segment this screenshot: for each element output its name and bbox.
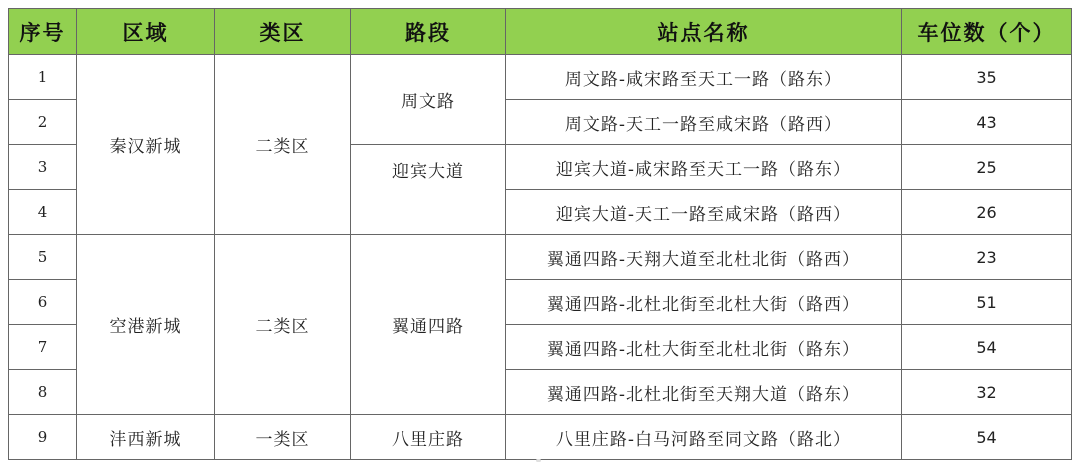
spaces-cell: 26 [902, 190, 1072, 235]
zone-cell: 二类区 [215, 235, 351, 415]
header-area: 区域 [77, 9, 215, 55]
row-number: 4 [9, 190, 77, 235]
spaces-cell: 35 [902, 55, 1072, 100]
station-cell: 迎宾大道-天工一路至咸宋路（路西） [506, 190, 902, 235]
header-spaces: 车位数（个） [902, 9, 1072, 55]
spaces-cell: 32 [902, 370, 1072, 415]
header-road: 路段 [351, 9, 506, 55]
row-number: 6 [9, 280, 77, 325]
road-cell: 迎宾大道 [351, 145, 506, 235]
header-row [9, 9, 1072, 55]
station-cell: 迎宾大道-咸宋路至天工一路（路东） [506, 145, 902, 190]
spaces-cell: 54 [902, 415, 1072, 460]
station-cell: 周文路-咸宋路至天工一路（路东） [506, 55, 902, 100]
table-row [9, 235, 1072, 280]
spaces-cell: 23 [902, 235, 1072, 280]
row-number: 5 [9, 235, 77, 280]
area-cell: 空港新城 [77, 235, 215, 415]
spaces-cell: 51 [902, 280, 1072, 325]
station-cell: 翼通四路-天翔大道至北杜北街（路西） [506, 235, 902, 280]
header-no: 序号 [9, 9, 77, 55]
road-cell: 八里庄路 [351, 415, 506, 460]
area-cell: 沣西新城 [77, 415, 215, 460]
header-zone: 类区 [215, 9, 351, 55]
parking-table [8, 8, 1072, 460]
scan-mark [536, 459, 541, 462]
road-cell: 周文路 [351, 55, 506, 145]
station-cell: 八里庄路-白马河路至同文路（路北） [506, 415, 902, 460]
row-number: 3 [9, 145, 77, 190]
station-cell: 翼通四路-北杜大街至北杜北街（路东） [506, 325, 902, 370]
spaces-cell: 43 [902, 100, 1072, 145]
station-cell: 周文路-天工一路至咸宋路（路西） [506, 100, 902, 145]
row-number: 2 [9, 100, 77, 145]
spaces-cell: 54 [902, 325, 1072, 370]
station-cell: 翼通四路-北杜北街至天翔大道（路东） [506, 370, 902, 415]
area-cell: 秦汉新城 [77, 55, 215, 235]
road-cell: 翼通四路 [351, 235, 506, 415]
row-number: 7 [9, 325, 77, 370]
table-row [9, 55, 1072, 100]
header-station: 站点名称 [506, 9, 902, 55]
station-cell: 翼通四路-北杜北街至北杜大街（路西） [506, 280, 902, 325]
row-number: 8 [9, 370, 77, 415]
zone-cell: 二类区 [215, 55, 351, 235]
zone-cell: 一类区 [215, 415, 351, 460]
table-row [9, 415, 1072, 460]
row-number: 9 [9, 415, 77, 460]
spaces-cell: 25 [902, 145, 1072, 190]
row-number: 1 [9, 55, 77, 100]
